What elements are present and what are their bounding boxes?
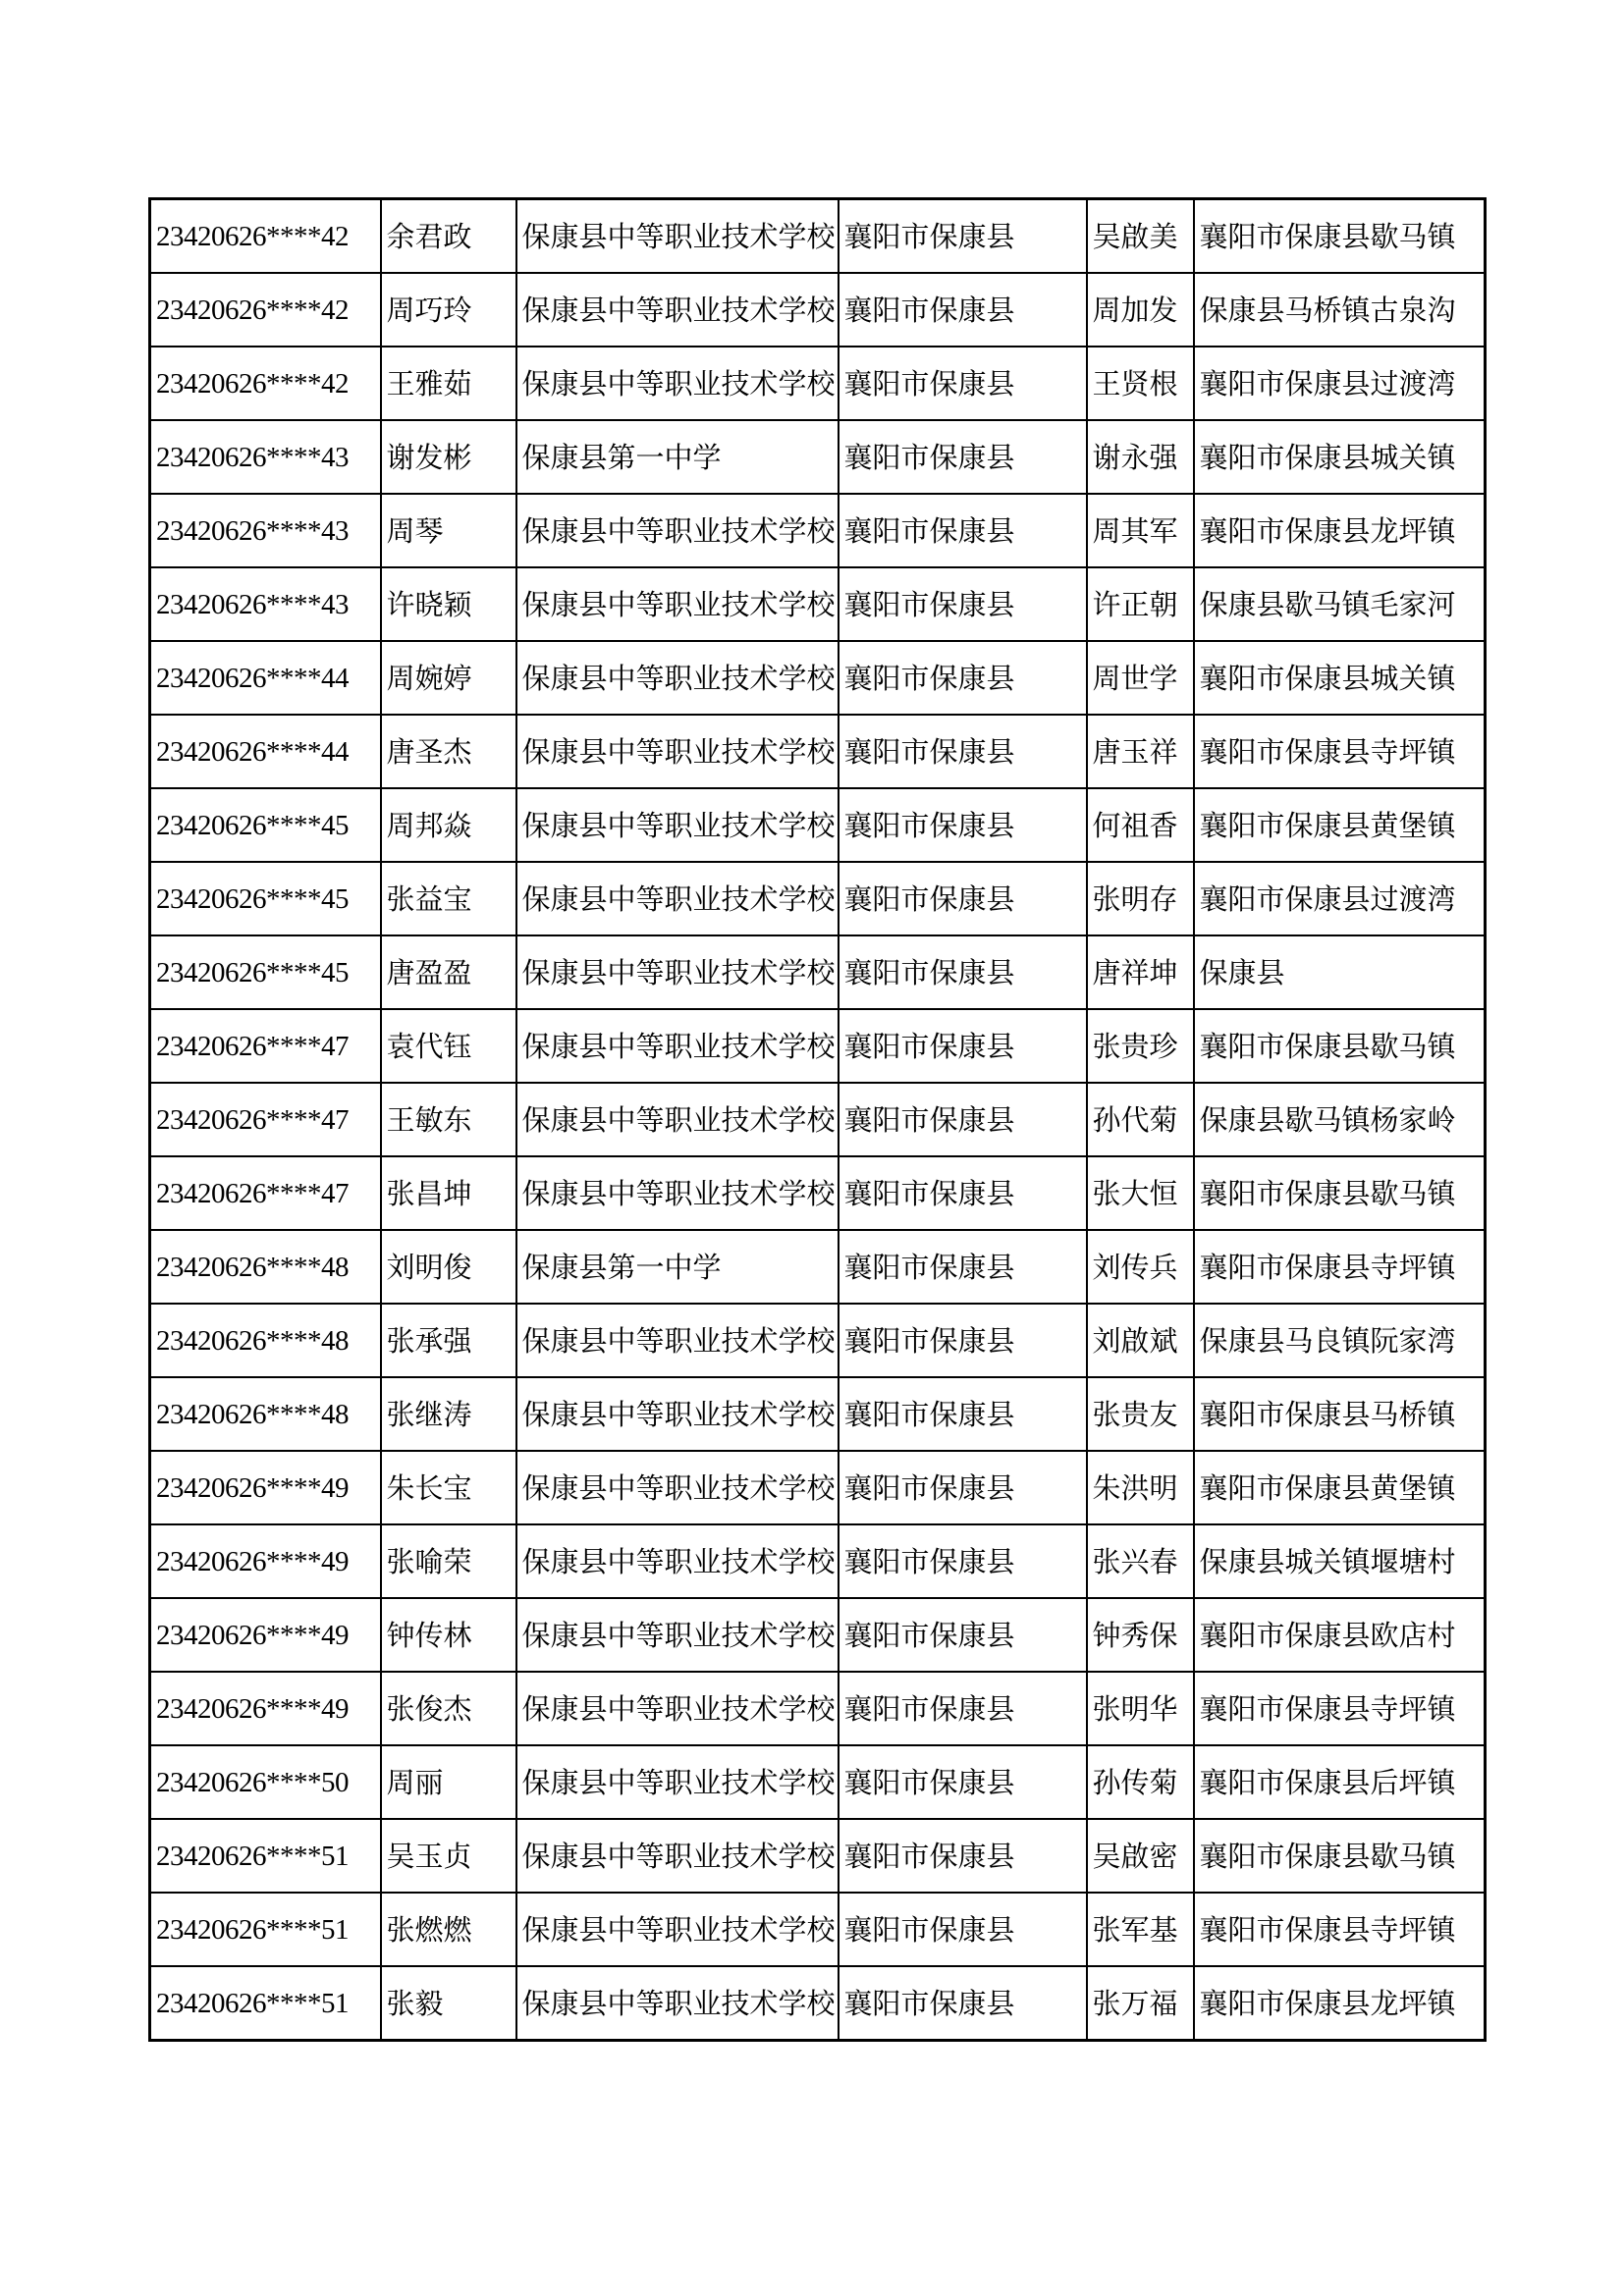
exam-id-cell: 23420626****51 [150, 1966, 381, 2041]
exam-id-cell: 23420626****45 [150, 935, 381, 1009]
exam-id-cell: 23420626****42 [150, 199, 381, 274]
guardian-name-cell: 周世学 [1087, 641, 1194, 715]
student-table [148, 197, 1487, 2042]
table-row [150, 420, 1486, 494]
student-name-cell: 张俊杰 [381, 1672, 516, 1745]
address-cell: 保康县城关镇堰塘村 [1194, 1524, 1486, 1598]
table-row [150, 1819, 1486, 1893]
school-cell: 保康县中等职业技术学校 [516, 862, 839, 935]
school-cell: 保康县中等职业技术学校 [516, 788, 839, 862]
address-cell: 襄阳市保康县歇马镇 [1194, 1009, 1486, 1083]
address-cell: 襄阳市保康县歇马镇 [1194, 199, 1486, 274]
guardian-name-cell: 周加发 [1087, 273, 1194, 347]
student-name-cell: 余君政 [381, 199, 516, 274]
student-name-cell: 唐盈盈 [381, 935, 516, 1009]
exam-id-cell: 23420626****48 [150, 1377, 381, 1451]
address-cell: 襄阳市保康县后坪镇 [1194, 1745, 1486, 1819]
school-cell: 保康县中等职业技术学校 [516, 567, 839, 641]
address-cell: 襄阳市保康县城关镇 [1194, 420, 1486, 494]
table-row [150, 1304, 1486, 1377]
address-cell: 襄阳市保康县马桥镇 [1194, 1377, 1486, 1451]
region-cell: 襄阳市保康县 [839, 1893, 1087, 1966]
student-name-cell: 周婉婷 [381, 641, 516, 715]
region-cell: 襄阳市保康县 [839, 494, 1087, 567]
address-cell: 保康县马桥镇古泉沟 [1194, 273, 1486, 347]
school-cell: 保康县中等职业技术学校 [516, 1819, 839, 1893]
school-cell: 保康县中等职业技术学校 [516, 1304, 839, 1377]
exam-id-cell: 23420626****43 [150, 420, 381, 494]
address-cell: 襄阳市保康县歇马镇 [1194, 1819, 1486, 1893]
student-name-cell: 张昌坤 [381, 1156, 516, 1230]
guardian-name-cell: 孙代菊 [1087, 1083, 1194, 1156]
school-cell: 保康县中等职业技术学校 [516, 1745, 839, 1819]
school-cell: 保康县中等职业技术学校 [516, 1598, 839, 1672]
student-name-cell: 王雅茹 [381, 347, 516, 420]
address-cell: 襄阳市保康县龙坪镇 [1194, 1966, 1486, 2041]
student-name-cell: 许晓颖 [381, 567, 516, 641]
table-row [150, 1524, 1486, 1598]
exam-id-cell: 23420626****42 [150, 273, 381, 347]
student-name-cell: 张益宝 [381, 862, 516, 935]
table-row [150, 1966, 1486, 2041]
region-cell: 襄阳市保康县 [839, 273, 1087, 347]
student-name-cell: 袁代钰 [381, 1009, 516, 1083]
address-cell: 保康县马良镇阮家湾 [1194, 1304, 1486, 1377]
guardian-name-cell: 孙传菊 [1087, 1745, 1194, 1819]
exam-id-cell: 23420626****45 [150, 862, 381, 935]
address-cell: 保康县歇马镇杨家岭 [1194, 1083, 1486, 1156]
exam-id-cell: 23420626****45 [150, 788, 381, 862]
table-row [150, 641, 1486, 715]
table-row [150, 1009, 1486, 1083]
region-cell: 襄阳市保康县 [839, 641, 1087, 715]
table-row [150, 1451, 1486, 1524]
exam-id-cell: 23420626****43 [150, 567, 381, 641]
table-row [150, 1598, 1486, 1672]
guardian-name-cell: 吴啟密 [1087, 1819, 1194, 1893]
exam-id-cell: 23420626****50 [150, 1745, 381, 1819]
student-name-cell: 张继涛 [381, 1377, 516, 1451]
exam-id-cell: 23420626****51 [150, 1893, 381, 1966]
exam-id-cell: 23420626****47 [150, 1009, 381, 1083]
guardian-name-cell: 钟秀保 [1087, 1598, 1194, 1672]
guardian-name-cell: 张万福 [1087, 1966, 1194, 2041]
table-row [150, 788, 1486, 862]
region-cell: 襄阳市保康县 [839, 1598, 1087, 1672]
exam-id-cell: 23420626****42 [150, 347, 381, 420]
region-cell: 襄阳市保康县 [839, 420, 1087, 494]
student-name-cell: 钟传林 [381, 1598, 516, 1672]
school-cell: 保康县中等职业技术学校 [516, 1966, 839, 2041]
table-row [150, 1230, 1486, 1304]
guardian-name-cell: 何祖香 [1087, 788, 1194, 862]
student-name-cell: 周琴 [381, 494, 516, 567]
address-cell: 襄阳市保康县寺坪镇 [1194, 1893, 1486, 1966]
student-name-cell: 朱长宝 [381, 1451, 516, 1524]
table-row [150, 273, 1486, 347]
exam-id-cell: 23420626****44 [150, 641, 381, 715]
student-name-cell: 张燃燃 [381, 1893, 516, 1966]
exam-id-cell: 23420626****49 [150, 1524, 381, 1598]
school-cell: 保康县中等职业技术学校 [516, 1156, 839, 1230]
guardian-name-cell: 周其军 [1087, 494, 1194, 567]
guardian-name-cell: 张兴春 [1087, 1524, 1194, 1598]
region-cell: 襄阳市保康县 [839, 1083, 1087, 1156]
school-cell: 保康县中等职业技术学校 [516, 1451, 839, 1524]
student-name-cell: 张承强 [381, 1304, 516, 1377]
region-cell: 襄阳市保康县 [839, 199, 1087, 274]
student-name-cell: 唐圣杰 [381, 715, 516, 788]
address-cell: 襄阳市保康县歇马镇 [1194, 1156, 1486, 1230]
address-cell: 襄阳市保康县黄堡镇 [1194, 788, 1486, 862]
school-cell: 保康县第一中学 [516, 1230, 839, 1304]
guardian-name-cell: 刘啟斌 [1087, 1304, 1194, 1377]
exam-id-cell: 23420626****49 [150, 1598, 381, 1672]
student-name-cell: 周丽 [381, 1745, 516, 1819]
region-cell: 襄阳市保康县 [839, 347, 1087, 420]
region-cell: 襄阳市保康县 [839, 788, 1087, 862]
school-cell: 保康县中等职业技术学校 [516, 1083, 839, 1156]
address-cell: 襄阳市保康县过渡湾 [1194, 347, 1486, 420]
guardian-name-cell: 朱洪明 [1087, 1451, 1194, 1524]
address-cell: 襄阳市保康县寺坪镇 [1194, 1672, 1486, 1745]
student-name-cell: 周巧玲 [381, 273, 516, 347]
region-cell: 襄阳市保康县 [839, 567, 1087, 641]
address-cell: 襄阳市保康县城关镇 [1194, 641, 1486, 715]
student-name-cell: 吴玉贞 [381, 1819, 516, 1893]
student-name-cell: 王敏东 [381, 1083, 516, 1156]
region-cell: 襄阳市保康县 [839, 1524, 1087, 1598]
address-cell: 襄阳市保康县黄堡镇 [1194, 1451, 1486, 1524]
guardian-name-cell: 张大恒 [1087, 1156, 1194, 1230]
region-cell: 襄阳市保康县 [839, 715, 1087, 788]
guardian-name-cell: 张明存 [1087, 862, 1194, 935]
student-name-cell: 刘明俊 [381, 1230, 516, 1304]
address-cell: 襄阳市保康县寺坪镇 [1194, 1230, 1486, 1304]
table-row [150, 567, 1486, 641]
school-cell: 保康县中等职业技术学校 [516, 1893, 839, 1966]
school-cell: 保康县中等职业技术学校 [516, 273, 839, 347]
exam-id-cell: 23420626****47 [150, 1156, 381, 1230]
guardian-name-cell: 刘传兵 [1087, 1230, 1194, 1304]
guardian-name-cell: 吴啟美 [1087, 199, 1194, 274]
region-cell: 襄阳市保康县 [839, 1672, 1087, 1745]
address-cell: 保康县歇马镇毛家河 [1194, 567, 1486, 641]
exam-id-cell: 23420626****43 [150, 494, 381, 567]
school-cell: 保康县第一中学 [516, 420, 839, 494]
table-row [150, 347, 1486, 420]
table-row [150, 1377, 1486, 1451]
guardian-name-cell: 张军基 [1087, 1893, 1194, 1966]
guardian-name-cell: 张明华 [1087, 1672, 1194, 1745]
school-cell: 保康县中等职业技术学校 [516, 347, 839, 420]
address-cell: 襄阳市保康县过渡湾 [1194, 862, 1486, 935]
exam-id-cell: 23420626****49 [150, 1451, 381, 1524]
region-cell: 襄阳市保康县 [839, 1745, 1087, 1819]
school-cell: 保康县中等职业技术学校 [516, 494, 839, 567]
exam-id-cell: 23420626****49 [150, 1672, 381, 1745]
table-row [150, 862, 1486, 935]
region-cell: 襄阳市保康县 [839, 1966, 1087, 2041]
school-cell: 保康县中等职业技术学校 [516, 1009, 839, 1083]
table-row [150, 1083, 1486, 1156]
table-row [150, 935, 1486, 1009]
exam-id-cell: 23420626****44 [150, 715, 381, 788]
address-cell: 襄阳市保康县龙坪镇 [1194, 494, 1486, 567]
exam-id-cell: 23420626****48 [150, 1230, 381, 1304]
exam-id-cell: 23420626****47 [150, 1083, 381, 1156]
region-cell: 襄阳市保康县 [839, 1304, 1087, 1377]
guardian-name-cell: 张贵珍 [1087, 1009, 1194, 1083]
address-cell: 襄阳市保康县寺坪镇 [1194, 715, 1486, 788]
guardian-name-cell: 王贤根 [1087, 347, 1194, 420]
school-cell: 保康县中等职业技术学校 [516, 1377, 839, 1451]
school-cell: 保康县中等职业技术学校 [516, 935, 839, 1009]
exam-id-cell: 23420626****48 [150, 1304, 381, 1377]
address-cell: 襄阳市保康县欧店村 [1194, 1598, 1486, 1672]
school-cell: 保康县中等职业技术学校 [516, 199, 839, 274]
table-row [150, 199, 1486, 274]
region-cell: 襄阳市保康县 [839, 1230, 1087, 1304]
table-row [150, 1893, 1486, 1966]
table-body [150, 199, 1486, 2041]
region-cell: 襄阳市保康县 [839, 862, 1087, 935]
table-row [150, 494, 1486, 567]
table-row [150, 1745, 1486, 1819]
table-row [150, 1672, 1486, 1745]
student-name-cell: 周邦焱 [381, 788, 516, 862]
student-name-cell: 谢发彬 [381, 420, 516, 494]
region-cell: 襄阳市保康县 [839, 935, 1087, 1009]
table-row [150, 715, 1486, 788]
student-name-cell: 张喻荣 [381, 1524, 516, 1598]
student-name-cell: 张毅 [381, 1966, 516, 2041]
school-cell: 保康县中等职业技术学校 [516, 1524, 839, 1598]
region-cell: 襄阳市保康县 [839, 1819, 1087, 1893]
guardian-name-cell: 唐祥坤 [1087, 935, 1194, 1009]
school-cell: 保康县中等职业技术学校 [516, 641, 839, 715]
table-row [150, 1156, 1486, 1230]
school-cell: 保康县中等职业技术学校 [516, 1672, 839, 1745]
region-cell: 襄阳市保康县 [839, 1009, 1087, 1083]
school-cell: 保康县中等职业技术学校 [516, 715, 839, 788]
exam-id-cell: 23420626****51 [150, 1819, 381, 1893]
region-cell: 襄阳市保康县 [839, 1377, 1087, 1451]
guardian-name-cell: 唐玉祥 [1087, 715, 1194, 788]
guardian-name-cell: 张贵友 [1087, 1377, 1194, 1451]
region-cell: 襄阳市保康县 [839, 1451, 1087, 1524]
guardian-name-cell: 许正朝 [1087, 567, 1194, 641]
address-cell: 保康县 [1194, 935, 1486, 1009]
region-cell: 襄阳市保康县 [839, 1156, 1087, 1230]
guardian-name-cell: 谢永强 [1087, 420, 1194, 494]
